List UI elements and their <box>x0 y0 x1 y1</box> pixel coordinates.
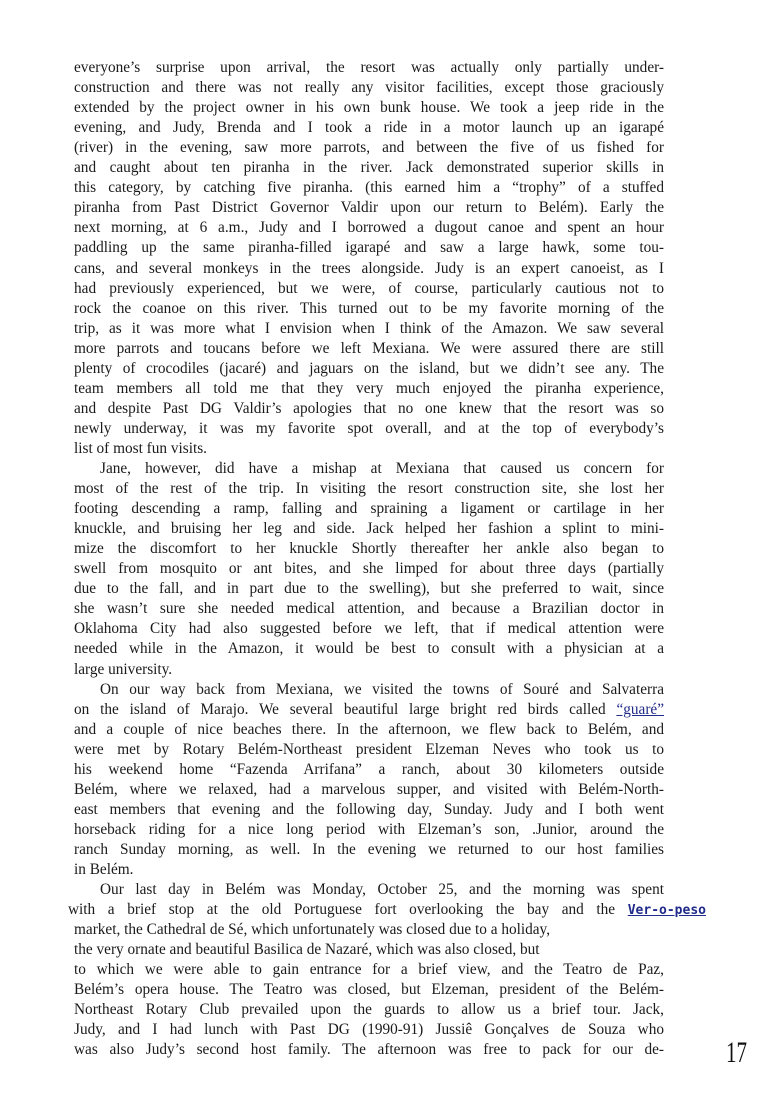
text-segment: on the island of Marajo. We several beautiful large bright red birds called <box>74 700 617 718</box>
text-segment: in Belém. <box>74 861 134 878</box>
text-segment: piranha from Past District Governor Valdir upon our return to Belém). Early the <box>74 199 664 217</box>
text-segment: most of the rest of the trip. In visiting the resort construction site, she lost her <box>74 480 664 498</box>
text-line <box>74 238 664 258</box>
text-line <box>68 900 706 920</box>
text-line <box>74 98 664 118</box>
text-line <box>74 479 664 499</box>
text-segment: and despite Past DG Valdir’s apologies that no one knew that the resort was so <box>74 399 664 417</box>
text-line <box>74 359 664 379</box>
text-segment: ranch Sunday morning, as well. In the evening we returned to our host families <box>74 840 664 858</box>
text-line <box>74 860 664 880</box>
text-segment: with a brief stop at the old Portuguese fort overlooking the bay and the <box>68 901 628 919</box>
text-segment: Our last day in Belém was Monday, October 25, and the morning was spent <box>100 881 664 899</box>
text-line <box>74 1020 664 1040</box>
text-segment: extended by the project owner in his own bunk house. We took a jeep ride in the <box>74 99 664 117</box>
text-segment: market, the Cathedral de Sé, which unfortunately was closed due to a holiday, <box>74 921 551 939</box>
text-line <box>74 840 664 860</box>
text-line <box>74 639 664 659</box>
text-line <box>74 660 664 680</box>
text-line <box>74 218 664 238</box>
text-segment: construction and there was not really any visitor facilities, except those graciously <box>74 79 664 97</box>
text-line <box>74 138 664 158</box>
text-line <box>100 459 664 479</box>
text-segment: horseback riding for a nice long period with Elzeman’s son, .Junior, around the <box>74 820 664 838</box>
text-line <box>74 439 664 459</box>
text-line <box>74 279 664 299</box>
text-segment: she wasn’t sure she needed medical attention, and because a Brazilian doctor in <box>74 600 664 618</box>
text-line <box>74 319 664 339</box>
text-segment: Belém’s opera house. The Teatro was closed, but Elzeman, president of the Belém- <box>74 981 664 999</box>
text-segment: cans, and several monkeys in the trees alongside. Judy is an expert canoeist, as I <box>74 259 664 277</box>
text-line <box>74 960 664 980</box>
text-segment: list of most fun visits. <box>74 439 208 457</box>
text-segment: Northeast Rotary Club prevailed upon the guards to allow us a brief tour. Jack, <box>74 1001 664 1019</box>
text-line <box>74 920 664 940</box>
text-segment: (river) in the evening, saw more parrots, and between the five of us fished for <box>74 139 664 157</box>
text-line <box>74 800 664 820</box>
text-line <box>74 419 664 439</box>
text-segment: Jane, however, did have a mishap at Mexiana that caused us concern for <box>100 460 664 477</box>
text-line <box>74 58 664 78</box>
text-segment: mize the discomfort to her knuckle Shortly thereafter her ankle also began to <box>74 540 664 558</box>
text-line <box>74 820 664 840</box>
text-segment: and caught about ten piranha in the river. Jack demonstrated superior skills in <box>74 159 664 177</box>
text-line <box>74 499 664 519</box>
text-line <box>74 118 664 138</box>
text-segment: trip, as it was more what I envision when I think of the Amazon. We saw several <box>74 319 664 337</box>
text-segment: footing descending a ramp, falling and spraining a ligament or cartilage in her <box>74 500 664 518</box>
text-line <box>74 980 664 1000</box>
text-segment: the very ornate and beautiful Basilica de Nazaré, which was also closed, but <box>74 941 540 959</box>
text-segment: this category, by catching five piranha. (this earned him a “trophy” of a stuffed <box>74 179 664 197</box>
text-segment: evening, and Judy, Brenda and I took a ride in a motor launch up an igarapé <box>74 119 664 137</box>
hyperlink[interactable]: Ver-o-peso <box>627 903 706 919</box>
page-number: 17 <box>726 1036 747 1069</box>
text-segment: his weekend home “Fazenda Arrifana” a ranch, about 30 kilometers outside <box>74 760 664 778</box>
text-segment: next morning, at 6 a.m., Judy and I borrowed a dugout canoe and spent an hour <box>74 219 664 237</box>
text-segment: swell from mosquito or ant bites, and she limped for about three days (partially <box>74 560 664 578</box>
text-line <box>74 780 664 800</box>
text-line <box>74 720 664 740</box>
text-line <box>74 379 664 399</box>
text-line <box>74 198 664 218</box>
text-segment: knuckle, and bruising her leg and side. Jack helped her fashion a splint to mini- <box>74 520 664 538</box>
text-line <box>100 880 664 900</box>
text-line <box>74 760 664 780</box>
text-segment: more parrots and toucans before we left Mexiana. We were assured there are still <box>74 339 664 357</box>
text-segment: were met by Rotary Belém-Northeast president Elzeman Neves who took us to <box>74 740 664 758</box>
text-line <box>74 740 664 760</box>
text-line <box>74 299 664 319</box>
text-segment: Judy, and I had lunch with Past DG (1990-91) Jussiê Gonçalves de Souza who <box>74 1021 664 1039</box>
text-segment: everyone’s surprise upon arrival, the resort was actually only partially under- <box>74 59 664 76</box>
text-line <box>74 178 664 198</box>
text-segment: newly underway, it was my favorite spot overall, and at the top of everybody’s <box>74 419 664 437</box>
text-segment: due to the fall, and in part due to the swelling), but she preferred to wait, since <box>74 580 664 598</box>
text-line <box>74 259 664 279</box>
text-segment: large university. <box>74 660 173 678</box>
text-line <box>74 940 664 960</box>
text-line <box>74 559 664 579</box>
text-segment: was also Judy’s second host family. The afternoon was free to pack for our de- <box>74 1041 664 1059</box>
text-segment: Oklahoma City had also suggested before we left, that if medical attention were <box>74 620 664 638</box>
text-line <box>74 158 664 178</box>
text-segment: Belém, where we relaxed, had a marvelous supper, and visited with Belém-North- <box>74 780 664 798</box>
text-segment: plenty of crocodiles (jacaré) and jaguars on the island, but we didn’t see any. The <box>74 359 664 377</box>
text-line <box>74 1040 664 1060</box>
text-line <box>74 519 664 539</box>
text-line <box>74 539 664 559</box>
text-segment: rock the coanoe on this river. This turned out to be my favorite morning of the <box>74 299 664 317</box>
text-segment: east members that evening and the following day, Sunday. Judy and I both went <box>74 800 664 818</box>
text-line <box>74 78 664 98</box>
hyperlink[interactable]: “guaré” <box>616 700 664 718</box>
text-line <box>74 579 664 599</box>
text-segment: On our way back from Mexiana, we visited the towns of Souré and Salvaterra <box>100 680 664 698</box>
text-segment: team members all told me that they very much enjoyed the piranha experience, <box>74 379 664 397</box>
text-line <box>74 399 664 419</box>
text-line <box>74 1000 664 1020</box>
text-line <box>74 599 664 619</box>
text-line <box>100 680 664 700</box>
text-segment: had previously experienced, but we were, of course, particularly cautious not to <box>74 279 664 297</box>
text-line <box>74 700 664 720</box>
text-line <box>74 339 664 359</box>
text-segment: needed while in the Amazon, it would be best to consult with a physician at a <box>74 640 664 658</box>
text-line <box>74 619 664 639</box>
text-segment: and a couple of nice beaches there. In the afternoon, we flew back to Belém, and <box>74 720 664 738</box>
text-segment: to which we were able to gain entrance for a brief view, and the Teatro de Paz, <box>74 961 664 979</box>
text-segment: paddling up the same piranha-filled igarapé and saw a large hawk, some tou- <box>74 239 664 257</box>
